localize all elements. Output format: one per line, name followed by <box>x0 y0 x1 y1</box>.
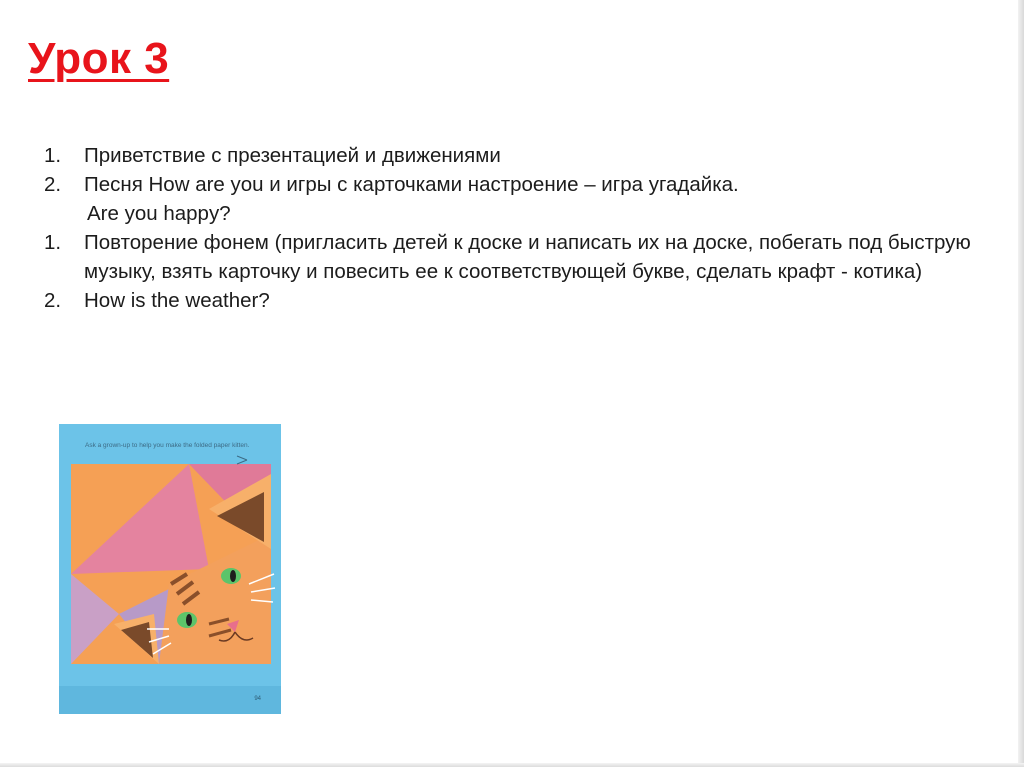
kitten-craft-image <box>59 424 281 714</box>
slide-edge-bottom <box>0 763 1024 767</box>
picture-caption: Ask a grown-up to help you make the folded paper kitten. <box>85 442 250 449</box>
list-item-text: Повторение фонем (пригласить детей к доске и написать их на доске, побегать под быструю музыку, взять карточку и повесить ее к соответствующей букве, сделать крафт - котика) <box>84 231 971 283</box>
list-item-number: 1. <box>44 231 62 254</box>
list-item-text: Are you happy? <box>87 202 231 225</box>
list-item-continuation <box>44 199 984 228</box>
list-item <box>44 228 984 286</box>
list-item-text: Песня How are you и игры с карточками настроение – игра угадайка. <box>84 173 739 196</box>
list-item-number: 2. <box>44 289 62 312</box>
lesson-plan-list <box>44 141 984 315</box>
list-item <box>44 141 984 170</box>
slide-edge-right <box>1018 0 1024 767</box>
list-item-text: How is the weather? <box>84 289 270 312</box>
list-item <box>44 286 984 315</box>
list-item <box>44 170 984 199</box>
list-item-text: Приветствие с презентацией и движениями <box>84 144 501 167</box>
list-item-number: 1. <box>44 144 62 167</box>
folded-paper-kitten-illustration <box>59 424 281 714</box>
slide-title: Урок 3 <box>28 34 170 83</box>
list-item-number: 2. <box>44 173 62 196</box>
picture-page-number: 94 <box>254 696 261 702</box>
